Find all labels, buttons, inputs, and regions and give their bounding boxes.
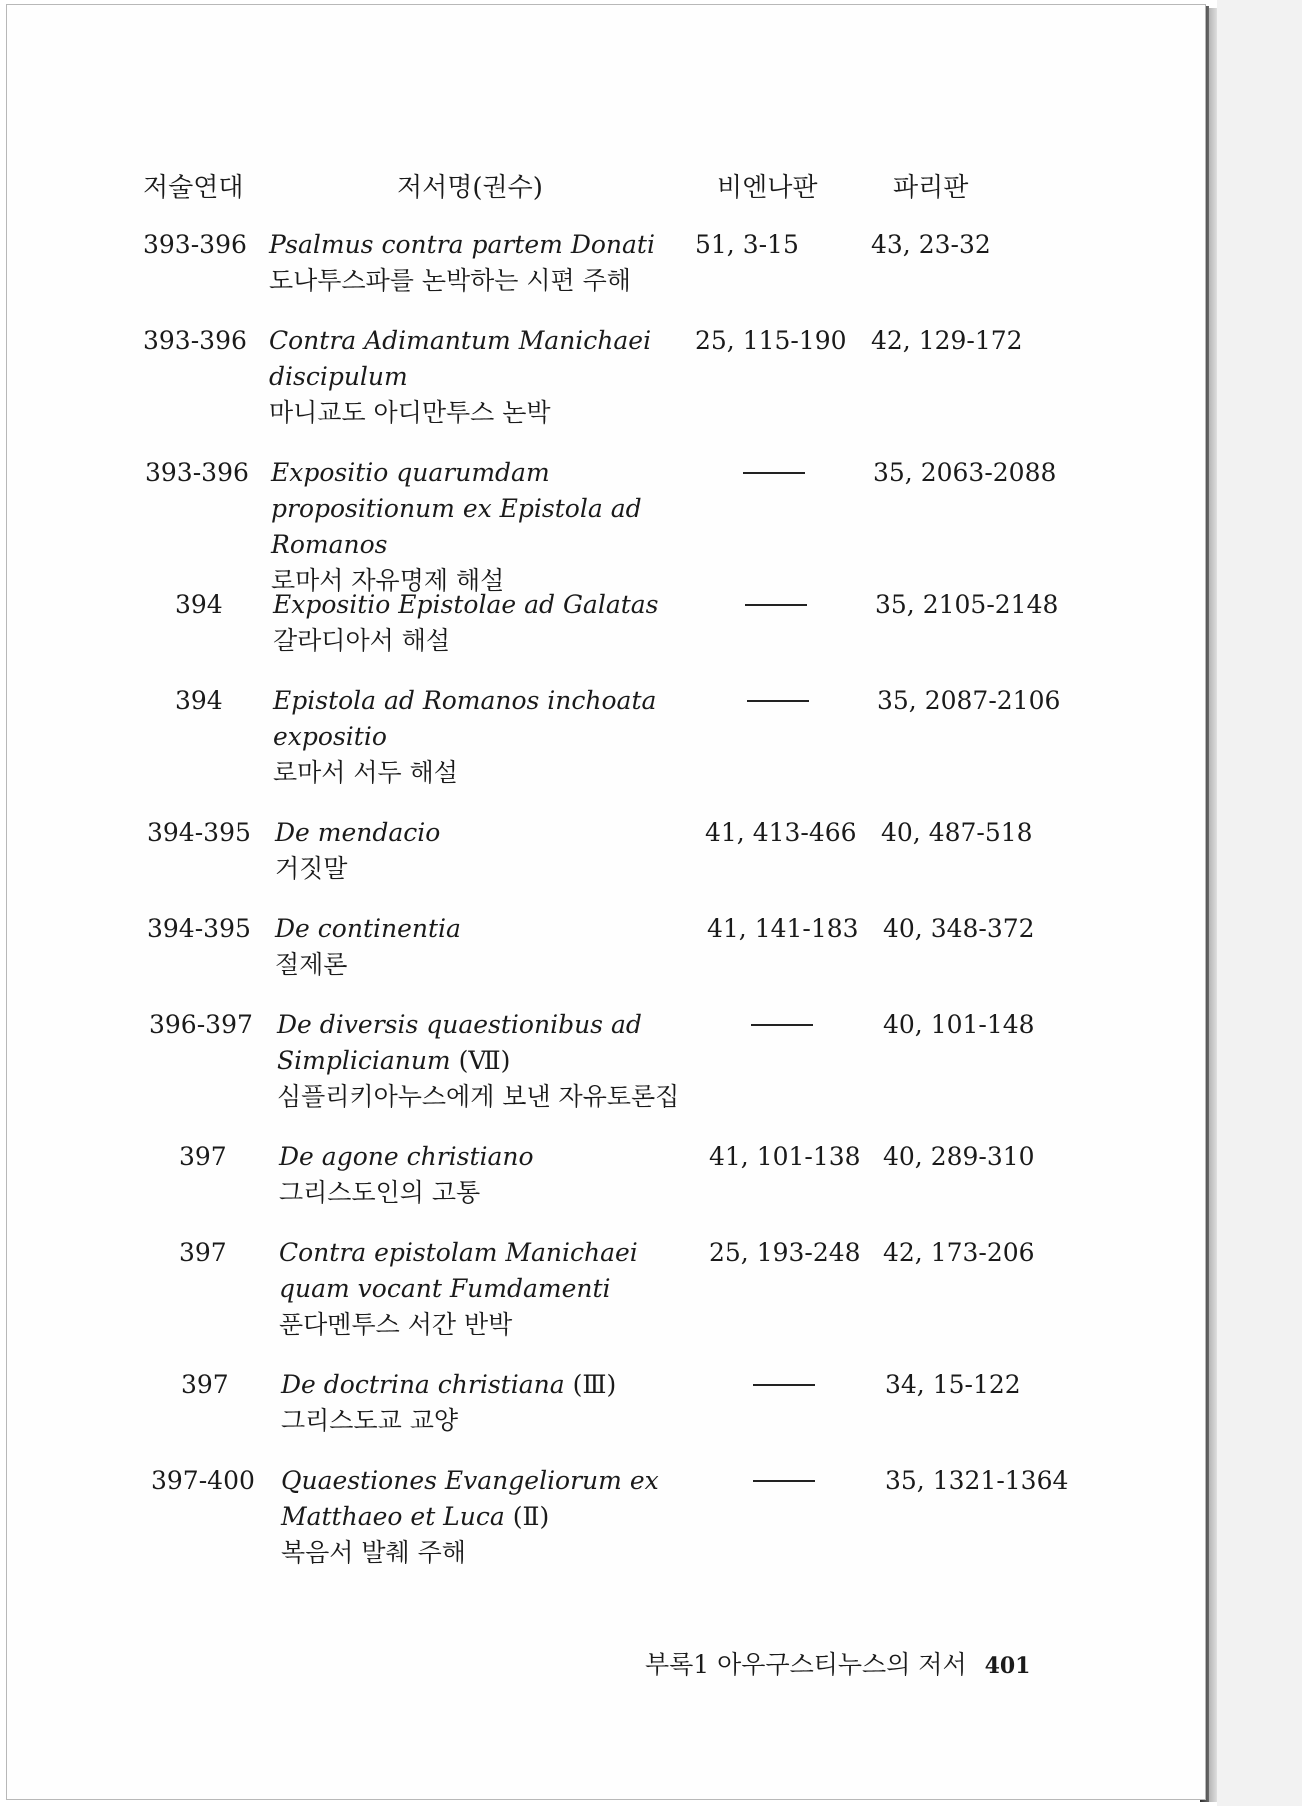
entry-latin-title: De agone christiano <box>279 1142 534 1171</box>
entry-korean-title: 거짓말 <box>275 854 348 883</box>
entry-korean-title: 푼다멘투스 서간 반박 <box>279 1310 513 1339</box>
entry-title <box>279 1235 697 1343</box>
entry-paris: 35, 2105-2148 <box>875 590 1059 619</box>
entry-year: 393-396 <box>145 458 249 487</box>
entry-vienna: 41, 101-138 <box>709 1142 861 1171</box>
entry-vienna-dash <box>753 1463 815 1499</box>
entry-title <box>279 1139 697 1211</box>
entry-latin-title: Expositio quarumdam propositionum ex Epistola ad Romanos <box>271 458 642 559</box>
entry-vienna-dash <box>743 455 805 491</box>
entry-latin-title: Contra epistolam Manichaei quam vocant Fumdamenti <box>279 1238 638 1303</box>
page-footer <box>645 1645 1031 1681</box>
entry-title <box>269 323 687 431</box>
entry-korean-title: 복음서 발췌 주해 <box>281 1538 466 1567</box>
header-title: 저서명(권수) <box>397 173 543 203</box>
entry-vienna: 41, 413-466 <box>705 818 857 847</box>
entry-vienna-dash <box>753 1367 815 1403</box>
entry-latin-title: Epistola ad Romanos inchoata expositio <box>273 686 657 751</box>
entry-year: 397-400 <box>151 1466 255 1495</box>
entry-title <box>281 1367 699 1439</box>
entry-vienna-dash <box>747 683 809 719</box>
entry-vienna: 51, 3-15 <box>695 230 799 259</box>
entry-latin-title: Contra Adimantum Manichaei discipulum <box>269 326 652 391</box>
entry-year: 394-395 <box>147 914 251 943</box>
entry-latin-title: Quaestiones Evangeliorum ex Matthaeo et Luca <box>281 1466 659 1531</box>
header-vienna: 비엔나판 <box>717 173 818 203</box>
entry-paris: 40, 348-372 <box>883 914 1035 943</box>
entry-korean-title: 갈라디아서 해설 <box>273 626 450 655</box>
entry-year: 397 <box>181 1370 229 1399</box>
entry-title <box>281 1463 699 1571</box>
entry-paris: 42, 173-206 <box>883 1238 1035 1267</box>
entry-korean-title: 절제론 <box>275 950 348 979</box>
entry-latin-title: De continentia <box>275 914 461 943</box>
entry-vienna-dash <box>751 1007 813 1043</box>
viewer-background <box>1217 0 1302 1806</box>
header-paris: 파리판 <box>893 173 969 203</box>
entry-paris: 40, 289-310 <box>883 1142 1035 1171</box>
entry-latin-title: De diversis quaestionibus ad Simplicianum <box>277 1010 642 1075</box>
entry-title <box>269 227 687 299</box>
entry-korean-title: 그리스도교 교양 <box>281 1406 458 1435</box>
entry-year: 393-396 <box>143 326 247 355</box>
page-number: 401 <box>984 1653 1031 1679</box>
entry-year: 397 <box>179 1142 227 1171</box>
entry-title <box>277 1007 695 1115</box>
entry-latin-title: Expositio Epistolae ad Galatas <box>273 590 659 619</box>
entry-korean-title: 도나투스파를 논박하는 시편 주해 <box>269 266 631 295</box>
entry-korean-title: 심플리키아누스에게 보낸 자유토론집 <box>277 1082 680 1111</box>
entry-year: 393-396 <box>143 230 247 259</box>
entry-title <box>273 587 691 659</box>
entry-korean-title: 마니교도 아디만투스 논박 <box>269 398 551 427</box>
header-year: 저술연대 <box>143 173 244 203</box>
entry-paris: 42, 129-172 <box>871 326 1023 355</box>
entry-title <box>275 911 693 983</box>
page-edge-highlight <box>1209 8 1217 1802</box>
entry-paris: 35, 1321-1364 <box>885 1466 1069 1495</box>
entry-year: 394-395 <box>147 818 251 847</box>
entry-paris: 40, 487-518 <box>881 818 1033 847</box>
entry-title <box>275 815 693 887</box>
entry-year: 396-397 <box>149 1010 253 1039</box>
entry-year: 397 <box>179 1238 227 1267</box>
entry-latin-title: De mendacio <box>275 818 441 847</box>
entry-paris: 40, 101-148 <box>883 1010 1035 1039</box>
entry-korean-title: 그리스도인의 고통 <box>279 1178 481 1207</box>
entry-year: 394 <box>175 686 223 715</box>
document-page <box>6 4 1206 1800</box>
entry-vienna: 25, 193-248 <box>709 1238 861 1267</box>
entry-vienna: 41, 141-183 <box>707 914 859 943</box>
entry-vienna-dash <box>745 587 807 623</box>
entry-volume: (Ⅶ) <box>458 1046 511 1075</box>
entry-paris: 35, 2087-2106 <box>877 686 1061 715</box>
entry-paris: 35, 2063-2088 <box>873 458 1057 487</box>
entry-vienna: 25, 115-190 <box>695 326 847 355</box>
entry-latin-title: Psalmus contra partem Donati <box>269 230 655 259</box>
footer-section-title: 부록1 아우구스티누스의 저서 <box>645 1650 967 1679</box>
entry-korean-title: 로마서 서두 해설 <box>273 758 458 787</box>
entry-title <box>271 455 689 599</box>
entry-volume: (Ⅱ) <box>512 1502 550 1531</box>
entry-korean-title: 로마서 자유명제 해설 <box>271 566 505 595</box>
entry-paris: 34, 15-122 <box>885 1370 1021 1399</box>
entry-year: 394 <box>175 590 223 619</box>
entry-title <box>273 683 691 791</box>
entry-volume: (Ⅲ) <box>572 1370 617 1399</box>
entry-paris: 43, 23-32 <box>871 230 991 259</box>
entry-latin-title: De doctrina christiana <box>281 1370 565 1399</box>
